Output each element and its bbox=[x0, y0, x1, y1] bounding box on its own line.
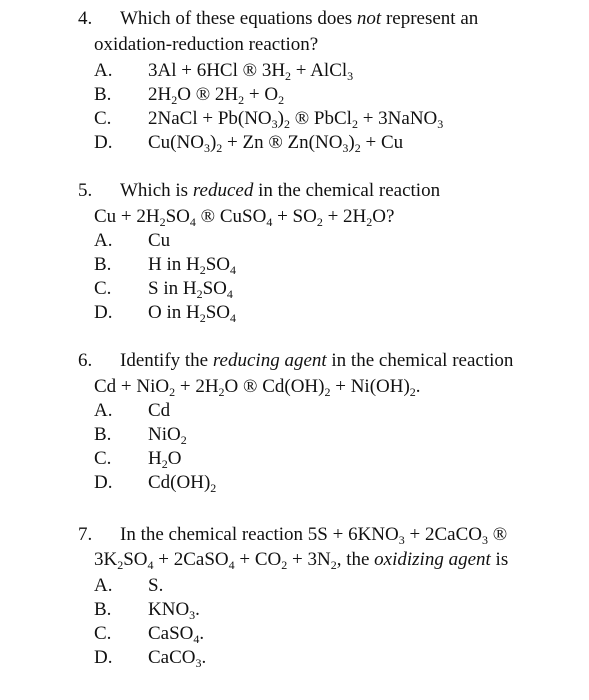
choice-text: $H_2O$ bbox=[148, 448, 182, 471]
choice-text: CaSO$_4$. bbox=[148, 623, 205, 646]
choice-text: 3Al + 6HCl ® $3H_2$ + AlCl$_3$ bbox=[148, 60, 354, 83]
question-prompt bbox=[120, 179, 440, 203]
question-prompt-continued: $3K_2SO_4$ + 2CaSO$_4$ + $CO_2 + 3N_2$, the oxidizing agent is bbox=[94, 549, 509, 572]
choice-letter: A. bbox=[94, 400, 113, 421]
choice-text: S in $H_2SO_4$ bbox=[148, 278, 233, 301]
choice-text: O in $H_2SO_4$ bbox=[148, 302, 237, 325]
prompt-emphasis: not bbox=[356, 8, 382, 29]
question-number: 5. bbox=[78, 180, 93, 201]
choice-letter: A. bbox=[94, 60, 113, 81]
question-prompt-continued: oxidation-reduction reaction? bbox=[94, 34, 319, 55]
choice-letter: B. bbox=[94, 599, 112, 620]
choice-letter: C. bbox=[94, 623, 112, 644]
choice-text: $2H_2O$ ® $2H_2 + O_2$ bbox=[148, 84, 285, 107]
question-prompt: In the chemical reaction $5S + 6KNO_3$ + 2CaCO$_3$ ® bbox=[120, 524, 508, 547]
choice-letter: D. bbox=[94, 132, 113, 153]
choice-text: $Cd(OH)_2$ bbox=[148, 472, 217, 495]
choice-letter: A. bbox=[94, 230, 113, 251]
question-number: 6. bbox=[78, 350, 93, 371]
prompt-text: Which is bbox=[120, 180, 193, 201]
choice-letter: D. bbox=[94, 472, 113, 493]
choice-letter: D. bbox=[94, 302, 113, 323]
choice-letter: C. bbox=[94, 278, 112, 299]
prompt-text: Which of these equations does bbox=[120, 8, 357, 29]
choice-text: $Cu(NO_3)_2 + Zn$ ® $Zn(NO_3)_2 + Cu$ bbox=[148, 132, 404, 155]
prompt-text: Identify the bbox=[120, 350, 213, 371]
choice-text: Cu bbox=[148, 230, 171, 251]
choice-letter: B. bbox=[94, 84, 112, 105]
question-prompt-continued: $Cd + NiO_2 + 2H_2O$ ® $Cd(OH)_2 + Ni(OH)_2$. bbox=[94, 376, 421, 399]
choice-text: NiO$_2$ bbox=[148, 424, 187, 447]
choice-text: H in $H_2SO_4$ bbox=[148, 254, 237, 277]
choice-letter: C. bbox=[94, 108, 112, 129]
choice-text: Cd bbox=[148, 400, 171, 421]
choice-letter: C. bbox=[94, 448, 112, 469]
choice-text: $KNO_3$. bbox=[148, 599, 200, 622]
prompt-emphasis: reducing agent bbox=[212, 350, 327, 371]
question-number: 4. bbox=[78, 8, 93, 29]
choice-text: CaCO$_3$. bbox=[148, 647, 207, 670]
question-number: 7. bbox=[78, 524, 93, 545]
prompt-emphasis: reduced bbox=[192, 180, 254, 201]
choice-letter: B. bbox=[94, 424, 112, 445]
prompt-text: represent an bbox=[381, 8, 479, 29]
question-prompt bbox=[120, 349, 513, 373]
choice-text: 2NaCl + $Pb(NO_3)_2$ ® PbCl$_2$ + 3NaNO$_3$ bbox=[148, 108, 444, 131]
question-prompt bbox=[120, 7, 478, 31]
question-prompt-continued: $Cu + 2H_2SO_4$ ® CuSO$_4$ + $SO_2 + 2H_2O$? bbox=[94, 206, 395, 229]
prompt-text: in the chemical reaction bbox=[253, 180, 441, 201]
choice-letter: A. bbox=[94, 575, 113, 596]
prompt-text: in the chemical reaction bbox=[326, 350, 514, 371]
choice-letter: B. bbox=[94, 254, 112, 275]
choice-letter: D. bbox=[94, 647, 113, 668]
choice-text: S. bbox=[148, 575, 164, 596]
